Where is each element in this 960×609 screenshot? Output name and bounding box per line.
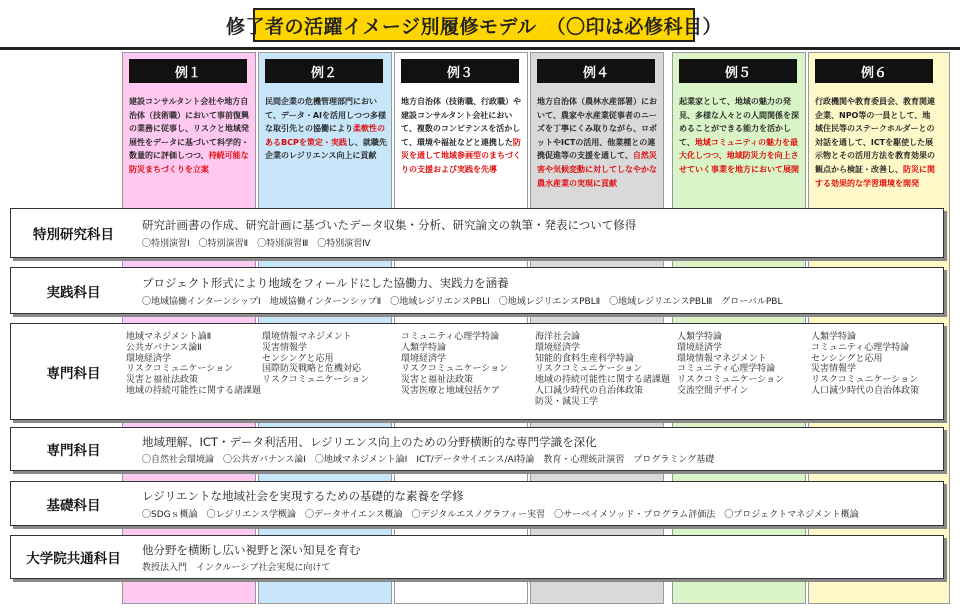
band-special-research [10, 208, 944, 258]
course-item: リスクコミュニケーション [126, 364, 234, 375]
highlight-text: 柔軟性のあるBCPを策定・実践 [265, 124, 385, 147]
highlight-text: 防災に関する効果的な学習環境を開発 [815, 164, 935, 188]
course-item: 人口減少時代の自治体政策 [811, 385, 920, 396]
course-item: 人口減少時代の自治体政策 [535, 385, 644, 396]
specialty-list-6 [811, 332, 919, 397]
page-title: 修了者の活躍イメージ別履修モデル （〇印は必修科目） [253, 8, 695, 42]
course-item: センシングと応用 [811, 353, 883, 364]
band-graduate-common-courses: 教授法入門 インクルーシブ社会実現に向けて [142, 563, 331, 573]
example-6-label: 例６ [815, 59, 933, 83]
band-specialty-electives [10, 323, 944, 420]
course-item: 環境情報マネジメント [677, 353, 767, 364]
band-specialty-common [10, 427, 944, 471]
course-item: 災害情報学 [811, 364, 857, 375]
band-graduate-common-description: 他分野を横断し広い視野と深い知見を育む [142, 543, 361, 557]
example-5-label: 例５ [679, 59, 797, 83]
highlight-text: 自然災害や気候変動に対してしなやかな農水産業の実現に貢献 [537, 151, 657, 188]
example-2-label: 例２ [265, 59, 383, 83]
description-text: 地方自治体（技術職、行政職）や建設コンサルタント会社において、複数のコンピテンスを活かして、環境や福祉などと連携した [401, 97, 521, 147]
band-practice-courses: 〇地域協働インターンシップⅠ 地域協働インターンシップⅡ 〇地域レジリエンスPBLⅠ 〇地域レジリエンスPBLⅡ 〇地域レジリエンスPBLⅢ グローバルPBL [142, 297, 783, 307]
course-item: 環境経済学 [535, 342, 581, 353]
course-item: 人類学特論 [401, 342, 447, 353]
description-text: 民間企業の危機管理部門において、データ・AIを活用しつつ多様な取引先との協働により [265, 97, 387, 134]
course-item: 環境情報マネジメント [262, 332, 352, 342]
course-item: 人類学特論 [811, 332, 857, 342]
specialty-list-5 [677, 332, 784, 397]
example-3-label: 例３ [401, 59, 519, 83]
description-text: 建設コンサルタント会社や地方自治体（技術職）において事前復興の業務に従事し、リスクと地域発展性をデータに基づいて科学的・数量的に評価しつつ、 [129, 97, 249, 161]
course-item: 防災・減災工学 [535, 396, 599, 407]
band-specialty-common-courses: 〇自然社会環境論 〇公共ガバナンス論Ⅰ 〇地域マネジメント論Ⅰ ICT/データサイエンス/AI特論 教育・心理統計演習 プログラミング基礎 [142, 455, 715, 465]
band-basic-courses: 〇SDGｓ概論 〇レジリエンス学概論 〇データサイエンス概論 〇デジタルエスノグラフィー実習 〇サーベイメソッド・プログラム評価法 〇プロジェクトマネジメント概論 [142, 510, 859, 520]
band-basic-label: 基礎科目 [46, 497, 101, 514]
band-basic-description: レジリエントな地域社会を実現するための基礎的な素養を学修 [142, 489, 464, 503]
example-4-label: 例４ [537, 59, 655, 83]
highlight-text: 持続可能な防災まちづくりを立案 [129, 151, 249, 174]
band-special-research-label: 特別研究科目 [33, 227, 114, 243]
band-special-research-courses: 〇特別演習Ⅰ 〇特別演習Ⅱ 〇特別演習Ⅲ 〇特別演習Ⅳ [142, 239, 371, 249]
course-item: 地域マネジメント論Ⅱ [126, 332, 212, 342]
course-item: 環境経済学 [677, 342, 723, 353]
band-specialty-common-label: 専門科目 [46, 443, 101, 459]
course-item: リスクコミュニケーション [401, 364, 509, 375]
band-graduate-common-label: 大学院共通科目 [26, 551, 121, 567]
course-item: 交流空間デザイン [677, 385, 749, 396]
course-item: コミュニティ心理学特論 [811, 342, 910, 353]
course-item: 地域の持続可能性に関する諸課題 [535, 375, 671, 386]
band-practice [10, 267, 944, 314]
band-practice-label: 実践科目 [46, 284, 101, 301]
specialty-list-4 [535, 332, 670, 408]
example-1-label: 例１ [129, 59, 247, 83]
top-divider [0, 47, 960, 50]
highlight-text: 地域コミュニティの魅力を最大化しつつ、地域防災力を向上させていく事業を地方において展開 [679, 137, 799, 174]
course-item: リスクコミュニケーション [677, 375, 785, 386]
course-item: 地域の持続可能性に関する諸課題 [126, 385, 262, 396]
course-item: センシングと応用 [262, 353, 334, 364]
highlight-text: 防災を通して地域参画型のまちづくりの支援および実践を先導 [401, 137, 521, 174]
course-item: 知能的食料生産科学特論 [535, 353, 635, 364]
description-text: し、就職先企業のレジリエンス向上に貢献 [265, 137, 387, 161]
course-item: 災害と福祉法政策 [401, 375, 474, 386]
specialty-list-3 [401, 332, 508, 397]
description-text: 起業家として、地域の魅力の発見、多様な人々との人間関係を深めることができる能力を活かして、 [679, 97, 799, 147]
course-item: 公共ガバナンス論Ⅱ [126, 342, 202, 353]
course-item: 環境経済学 [126, 353, 172, 364]
course-item: リスクコミュニケーション [262, 375, 370, 386]
specialty-list-2 [262, 332, 369, 386]
course-item: 災害医療と地域包括ケア [401, 385, 501, 396]
course-item: コミュニティ心理学特論 [677, 364, 776, 375]
course-item: 海洋社会論 [535, 332, 581, 342]
course-item: 環境経済学 [401, 353, 447, 364]
course-item: 人類学特論 [677, 332, 723, 342]
course-item: リスクコミュニケーション [811, 375, 919, 386]
course-item: コミュニティ心理学特論 [401, 332, 500, 342]
course-item: 災害と福祉法政策 [126, 375, 199, 386]
specialty-list-1 [126, 332, 261, 397]
band-specialty-electives-label: 専門科目 [46, 365, 101, 382]
description-text: 行政機関や教育委員会、教育関連企業、NPO等の一員として、地域住民等のステークホルダーとの対話を通して、ICTを駆使した展示物とその活用方法を教育効果の観点から検証・改善し、 [815, 97, 935, 174]
course-item: 災害情報学 [262, 342, 308, 353]
band-practice-description: プロジェクト形式により地域をフィールドにした協働力、実践力を涵養 [142, 276, 509, 290]
band-graduate-common [10, 535, 944, 579]
description-text: 地方自治体（農林水産部署）において、農家や水産業従事者のニーズを丁寧にくみ取りながら、ロボットやICTの活用、他業種との連携促進等の支援を通して、 [537, 97, 657, 161]
course-item: 国際防災戦略と危機対応 [262, 364, 362, 375]
band-basic [10, 481, 944, 526]
course-item: リスクコミュニケーション [535, 364, 643, 375]
band-specialty-common-description: 地域理解、ICT・データ利活用、レジリエンス向上のための分野横断的な専門学識を深化 [142, 435, 597, 449]
band-special-research-description: 研究計画書の作成、研究計画に基づいたデータ収集・分析、研究論文の執筆・発表について修得 [142, 218, 637, 232]
